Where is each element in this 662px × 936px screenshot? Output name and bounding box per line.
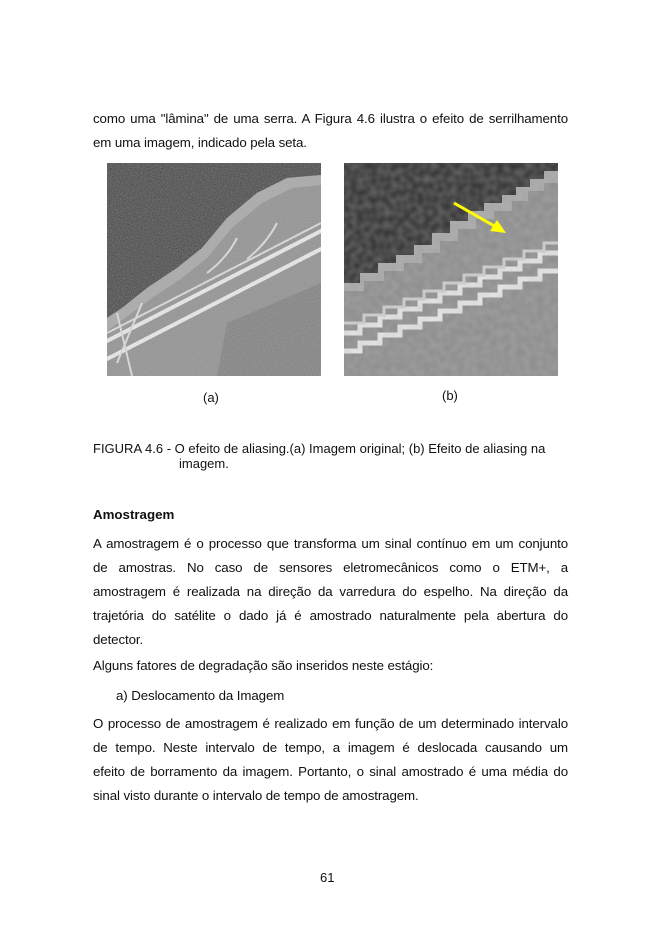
text-line: sinal visto durante o intervalo de tempo de amostragem.: [93, 788, 419, 803]
text-line: O processo de amostragem é realizado em função de um determinado intervalo: [93, 716, 568, 731]
paragraph-fatores: Alguns fatores de degradação são inseridos neste estágio:: [93, 658, 434, 673]
text-line: amostragem é realizada na direção da varredura do espelho. Na direção da: [93, 584, 568, 599]
text-line: como uma "lâmina" de uma serra. A Figura 4.6 ilustra o efeito de serrilhamento: [93, 111, 568, 126]
figure-a-original-image: [107, 163, 321, 376]
section-heading: Amostragem: [93, 507, 175, 522]
figure-a-label: (a): [203, 390, 219, 405]
paragraph-processo: [93, 712, 568, 808]
paragraph-intro: [93, 107, 568, 155]
figure-b-aliased-image: [344, 163, 558, 376]
caption-continuation: imagem.: [179, 456, 229, 471]
list-item-deslocamento: a) Deslocamento da Imagem: [116, 688, 285, 703]
figure-b-label: (b): [442, 388, 458, 403]
text-line: trajetória do satélite o dado já é amostrado naturalmente pela abertura do: [93, 608, 568, 623]
text-line: efeito de borramento da imagem. Portanto, o sinal amostrado é uma média do: [93, 764, 568, 779]
page-number: 61: [320, 870, 335, 885]
text-line: de tempo. Neste intervalo de tempo, a imagem é deslocada causando um: [93, 740, 568, 755]
text-line: em uma imagem, indicado pela seta.: [93, 135, 307, 150]
paragraph-amostragem: [93, 532, 568, 652]
caption-label: FIGURA 4.6 - O efeito de aliasing.(a) Imagem original; (b) Efeito de aliasing na: [93, 441, 546, 456]
figure-caption: [93, 441, 573, 471]
text-line: de amostras. No caso de sensores eletromecânicos como o ETM+, a: [93, 560, 568, 575]
text-line: detector.: [93, 632, 144, 647]
text-line: A amostragem é o processo que transforma um sinal contínuo em um conjunto: [93, 536, 568, 551]
